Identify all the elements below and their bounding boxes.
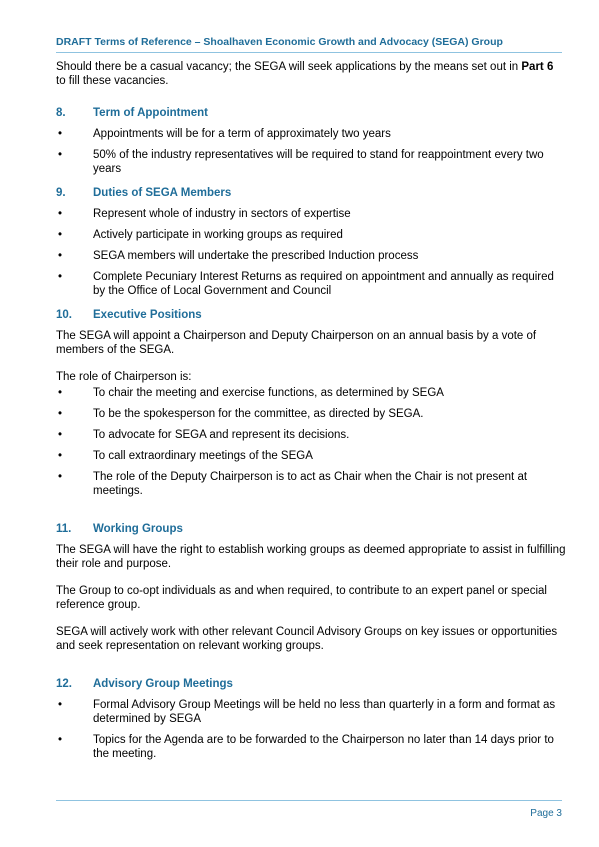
section-title: Executive Positions	[93, 309, 202, 321]
section-11-paragraph: The SEGA will have the right to establish working groups as deemed appropriate to assist in fulfilling their role and purpose.	[56, 544, 566, 570]
section-number: 8.	[56, 107, 66, 119]
bullet-icon: •	[58, 734, 63, 746]
intro-text-before: Should there be a casual vacancy; the SEGA will seek applications by the means set out in	[56, 61, 522, 73]
list-item	[56, 698, 566, 726]
section-number: 9.	[56, 187, 66, 199]
bullet-icon: •	[58, 387, 63, 399]
list-item	[56, 449, 566, 463]
section-number: 12.	[56, 678, 72, 690]
list-item	[56, 733, 566, 761]
section-10-paragraph: The SEGA will appoint a Chairperson and Deputy Chairperson on an annual basis by a vote of members of the SEGA.	[56, 330, 537, 356]
list-item	[56, 407, 566, 421]
section-title: Advisory Group Meetings	[93, 678, 233, 690]
list-item-text: SEGA members will undertake the prescribed Induction process	[93, 250, 419, 262]
list-item-text: Formal Advisory Group Meetings will be held no less than quarterly in a form and format as determined by SEGA	[93, 699, 556, 725]
bullet-icon: •	[58, 271, 63, 283]
list-item	[56, 127, 566, 141]
section-11-heading	[56, 522, 566, 536]
list-item	[56, 148, 566, 176]
bullet-icon: •	[58, 471, 63, 483]
list-item-text: The role of the Deputy Chairperson is to act as Chair when the Chair is not present at meetings.	[93, 471, 528, 497]
section-9-heading	[56, 186, 566, 200]
bullet-icon: •	[58, 149, 63, 161]
bullet-icon: •	[58, 408, 63, 420]
bullet-icon: •	[58, 699, 63, 711]
list-item-text: Topics for the Agenda are to be forwarded to the Chairperson no later than 14 days prior to the meeting.	[93, 734, 554, 760]
list-item	[56, 270, 566, 298]
section-number: 11.	[56, 523, 72, 535]
list-item-text: Appointments will be for a term of approximately two years	[93, 128, 391, 140]
list-item	[56, 428, 566, 442]
bullet-icon: •	[58, 429, 63, 441]
list-item-text: To chair the meeting and exercise functions, as determined by SEGA	[93, 387, 444, 399]
bullet-icon: •	[58, 229, 63, 241]
section-title: Term of Appointment	[93, 107, 208, 119]
section-10-lead: The role of Chairperson is:	[56, 371, 192, 383]
intro-paragraph	[56, 60, 566, 88]
list-item	[56, 386, 566, 400]
section-title: Duties of SEGA Members	[93, 187, 232, 199]
section-12-heading	[56, 677, 566, 691]
page-content	[56, 60, 566, 761]
list-item-text: 50% of the industry representatives will be required to stand for reappointment every two years	[93, 149, 544, 175]
bullet-icon: •	[58, 208, 63, 220]
page-header: DRAFT Terms of Reference – Shoalhaven Economic Growth and Advocacy (SEGA) Group	[56, 36, 562, 53]
section-10-heading	[56, 308, 566, 322]
section-11-paragraph: The Group to co-opt individuals as and when required, to contribute to an expert panel or special reference group.	[56, 585, 547, 611]
bullet-icon: •	[58, 250, 63, 262]
section-11-paragraph: SEGA will actively work with other relevant Council Advisory Groups on key issues or opportunities and seek representation on relevant working groups.	[56, 626, 558, 652]
page-number: Page 3	[530, 808, 562, 819]
list-item-text: To be the spokesperson for the committee, as directed by SEGA.	[93, 408, 424, 420]
section-title: Working Groups	[93, 523, 183, 535]
list-item-text: Complete Pecuniary Interest Returns as required on appointment and annually as required by the Office of Local Government and Council	[93, 271, 554, 297]
list-item	[56, 207, 566, 221]
footer-divider	[56, 800, 562, 801]
intro-part-ref: Part 6	[521, 61, 554, 73]
list-item	[56, 249, 566, 263]
list-item-text: Actively participate in working groups as required	[93, 229, 343, 241]
bullet-icon: •	[58, 128, 63, 140]
list-item	[56, 228, 566, 242]
intro-text-after: to fill these vacancies.	[56, 75, 169, 87]
list-item	[56, 470, 566, 498]
section-number: 10.	[56, 309, 72, 321]
bullet-icon: •	[58, 450, 63, 462]
section-8-heading	[56, 106, 566, 120]
list-item-text: To call extraordinary meetings of the SEGA	[93, 450, 313, 462]
list-item-text: To advocate for SEGA and represent its decisions.	[93, 429, 350, 441]
list-item-text: Represent whole of industry in sectors of expertise	[93, 208, 351, 220]
